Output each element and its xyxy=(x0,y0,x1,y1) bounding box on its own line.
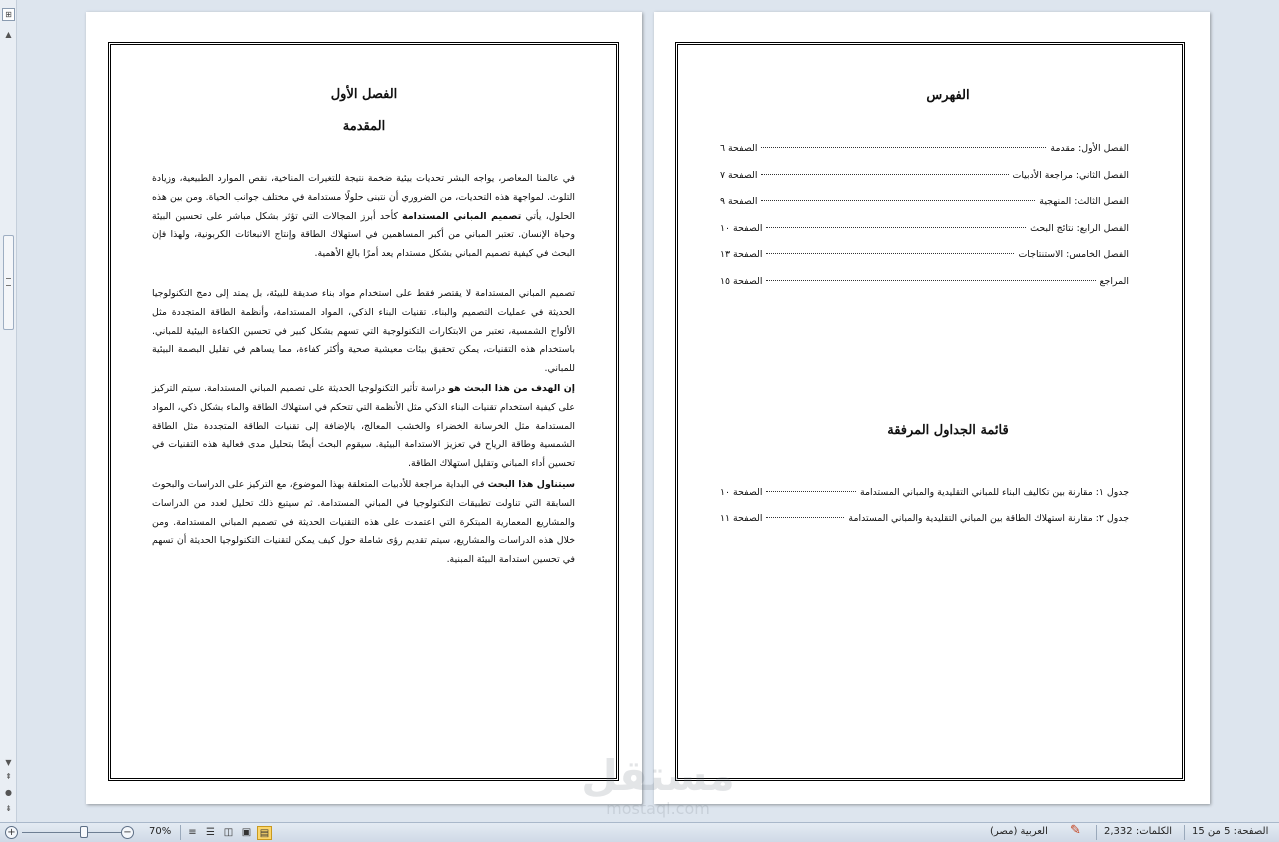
svg-text:mostaql.com: mostaql.com xyxy=(606,799,710,818)
toc-entry xyxy=(720,276,1129,287)
full-screen-reading-icon[interactable]: ▣ xyxy=(241,827,252,838)
chapter-title: الفصل الأول xyxy=(330,87,398,102)
toc-entry-label: الفصل الثاني: مراجعة الأدبيات xyxy=(1012,170,1129,181)
toc-entry-page: الصفحة ١٥ xyxy=(720,276,763,287)
toc-entry-label: المراجع xyxy=(1099,276,1129,287)
toc-entry xyxy=(720,170,1129,181)
zoom-slider-track[interactable] xyxy=(22,832,122,833)
page-number-indicator[interactable]: الصفحة: 5 من 15 xyxy=(1192,826,1269,837)
language-indicator[interactable]: العربية (مصر) xyxy=(990,826,1048,837)
prev-page-icon[interactable]: ⇞ xyxy=(5,772,12,781)
ruler-icon[interactable]: ⊞ xyxy=(2,8,15,21)
section-title: المقدمة xyxy=(342,119,386,134)
toc-entry xyxy=(720,196,1129,207)
spelling-check-icon[interactable]: ✎ xyxy=(1070,823,1081,838)
status-bar xyxy=(0,822,1279,842)
paragraph-intro-2: تصميم المباني المستدامة لا يقتصر فقط على استخدام مواد بناء صديقة للبيئة، بل يمتد إلى دمج التكنولوجيا الحديثة في عمليات التصميم والبناء. تقنيات البناء الذكي، المواد المستدامة، وأنظمة الطاقة المتجددة مثل الألواح الشمسية، تعتبر من الابتكارات التكنولوجية التي تسهم بشكل كبير في تحسين الكفاءة البيئية للمباني. باستخدام هذه التقنيات، يمكن تحقيق بيئات معيشية صحية وأكثر كفاءة، مما يساهم في تقليل البصمة البيئية للمباني. xyxy=(152,288,575,375)
zoom-level[interactable]: 70% xyxy=(149,826,172,837)
toc-entry-label: الفصل الثالث: المنهجية xyxy=(1039,196,1129,207)
zoom-in-icon[interactable]: + xyxy=(5,826,18,839)
toc-entry xyxy=(720,223,1129,234)
toc-entry-page: الصفحة ٩ xyxy=(720,196,758,207)
zoom-slider-thumb[interactable] xyxy=(80,826,88,838)
table-list-entry-page: الصفحة ١٠ xyxy=(720,487,763,498)
document-area[interactable] xyxy=(18,0,1279,822)
table-list-entry-label: جدول ١: مقارنة بين تكاليف البناء للمباني التقليدية والمباني المستدامة xyxy=(859,487,1129,498)
tables-list-title: قائمة الجداول المرفقة xyxy=(887,423,1009,438)
toc-entry-label: الفصل الرابع: نتائج البحث xyxy=(1030,223,1129,234)
web-layout-icon[interactable]: ◫ xyxy=(223,827,234,838)
draft-view-icon[interactable]: ≡ xyxy=(188,827,197,838)
toc-entry-label: الفصل الخامس: الاستنتاجات xyxy=(1018,249,1129,260)
paragraph-research-scope: سيتناول هذا البحث في البداية مراجعة للأدبيات المتعلقة بهذا الموضوع، مع التركيز على الدراسات والبحوث السابقة التي تناولت تطبيقات التكنولوجيا في المباني المستدامة. ثم سيتبع ذلك تحليل لعدد من الدراسات والمشاريع المعمارية المبتكرة التي اعتمدت على هذه التقنيات الحديثة في تصميم المباني المستدامة. ومن خلال هذه الدراسات والمشاريع، سيتم تقديم رؤى شاملة حول كيف يمكن لتقنيات التكنولوجيا الحديثة أن تسهم في تحسين استدامة البيئة المبنية. xyxy=(152,479,575,566)
table-list-entry xyxy=(720,487,1129,498)
toc-title: الفهرس xyxy=(926,88,970,103)
table-list-entry-page: الصفحة ١١ xyxy=(720,513,763,524)
print-layout-icon[interactable]: ▤ xyxy=(257,826,272,840)
document-page-chapter-one[interactable] xyxy=(86,12,642,804)
toc-entry-label: الفصل الأول: مقدمة xyxy=(1050,143,1129,154)
table-list-entry-label: جدول ٢: مقارنة استهلاك الطاقة بين المباني التقليدية والمباني المستدامة xyxy=(848,513,1129,524)
zoom-out-icon[interactable]: − xyxy=(121,826,134,839)
toc-entry-page: الصفحة ١٠ xyxy=(720,223,763,234)
vertical-ruler-strip xyxy=(0,0,17,822)
scroll-up-icon[interactable]: ▲ xyxy=(5,30,12,39)
outline-view-icon[interactable]: ☰ xyxy=(206,827,215,838)
select-browse-icon[interactable]: ● xyxy=(5,788,12,797)
toc-entry xyxy=(720,143,1129,154)
document-page-index[interactable] xyxy=(654,12,1210,804)
paragraph-research-goal: إن الهدف من هذا البحث هو دراسة تأثير التكنولوجيا الحديثة على تصميم المباني المستدامة. سيتم التركيز على كيفية استخدام تقنيات البناء الذكي مثل الأنظمة التي تتحكم في استهلاك الطاقة والماء بشكل ذكي، المواد المستدامة مثل الخرسانة الخضراء والخشب المعالج، بالإضافة إلى تقنيات الطاقة المتجددة مثل الطاقة الشمسية وطاقة الرياح في تعزيز الاستدامة البيئية. سيقوم البحث أيضًا بتحليل مدى فعالية هذه التقنيات في تحسين أداء المباني وتقليل استهلاك الطاقة. xyxy=(152,383,575,470)
word-count[interactable]: الكلمات: 2,332 xyxy=(1104,826,1173,837)
vertical-scrollbar-thumb[interactable] xyxy=(3,235,14,330)
toc-entry xyxy=(720,249,1129,260)
paragraph-intro-1: في عالمنا المعاصر، يواجه البشر تحديات بيئية ضخمة نتيجة للتغيرات المناخية، نقص الموارد الطبيعية، وزيادة التلوث. لمواجهة هذه التحديات، من الضروري أن نتبنى حلولًا مستدامة في مختلف جوانب الحياة. ومن بين هذه الحلول، يأتي تصميم المباني المستدامة كأحد أبرز المجالات التي تؤثر بشكل مباشر على تحسين البيئة وحياة الإنسان. تعتبر المباني من أكبر المساهمين في استهلاك الطاقة وإنتاج الانبعاثات الكربونية، ولهذا فإن البحث في كيفية تصميم المباني بشكل مستدام يعد أمرًا بالغ الأهمية. xyxy=(152,173,575,260)
next-page-icon[interactable]: ⇟ xyxy=(5,804,12,813)
table-list-entry xyxy=(720,513,1129,524)
toc-entry-page: الصفحة ٦ xyxy=(720,143,758,154)
scroll-down-icon[interactable]: ▼ xyxy=(5,758,12,767)
toc-entry-page: الصفحة ١٣ xyxy=(720,249,763,260)
toc-entry-page: الصفحة ٧ xyxy=(720,170,758,181)
